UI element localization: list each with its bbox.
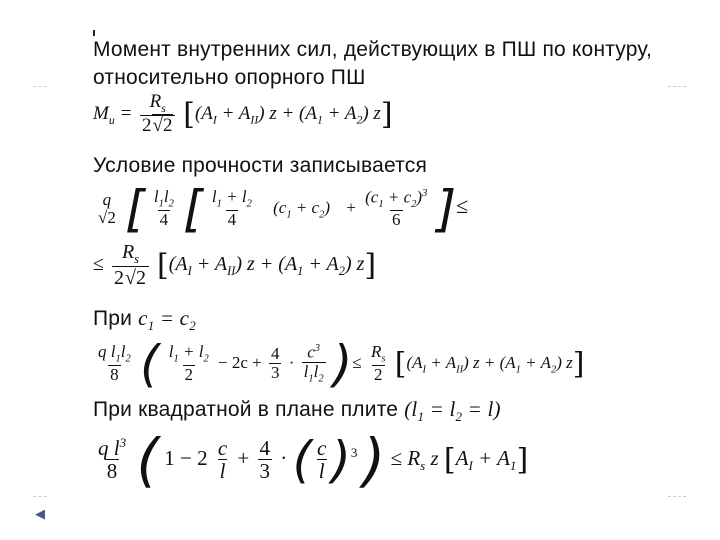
formula-equal-c: $\frac{q l_1l_2}{8}$ ( $\frac{l_1 + l_2}{2}$ − 2c + $\frac{4}{3}$ · $\frac{c^3}{l_1l_2}$ )≤ $\frac{R_s}{2}$ [$(A_I + A_{II}) z + (A_1 + A_2)$ z]	[98, 335, 585, 393]
top-left-divider	[33, 86, 47, 87]
chevron-left-icon[interactable]: ◀	[35, 507, 47, 522]
formula-moment: $M_u$ = $\frac{R_s}{2√2}$ [$(A_I + A_{II}) z + (A_1 + A_2)$ z]	[93, 91, 393, 137]
heading-line-2: относительно опорного ПШ	[93, 66, 366, 89]
top-right-divider	[668, 86, 686, 87]
square-text	[93, 397, 501, 425]
when-label: При	[93, 307, 133, 330]
formula-strength-right: ≤ $\frac{R_s}{2√2}$ [$(A_I + A_{II}) z + (A_1 + A_2)$ z]	[93, 241, 377, 290]
square-condition: $(l_1 = l_2 = l)$	[404, 397, 501, 425]
condition-text: Условие прочности записывается	[93, 154, 428, 177]
heading-line-1: Момент внутренних сил, действующих в ПШ по контуру,	[93, 38, 653, 61]
formula-square: $\frac{q l^3}{8}$ ( 1 − 2 $\frac{c}{l}$ + $\frac{4}{3}$ · ( $\frac{c}{l}$ )$^3$ ) ≤ $R_s$ z $[A_I + A_1]$	[98, 426, 529, 494]
when-condition: $c_1 = c_2$	[138, 306, 196, 334]
square-label: При квадратной в плане плите	[93, 398, 399, 421]
corner-tick	[93, 30, 95, 36]
bottom-right-divider	[668, 496, 686, 497]
formula-strength-left: q √2 [ $\frac{l_1l_2}{4}$ [ $\frac{l_1 + l_2}{4}$ $(c_1 + c_2)$ + $\frac{(c_1 + c_2)^3}{6}$ ]≤	[98, 180, 469, 238]
when-text	[93, 306, 196, 334]
bottom-left-divider	[33, 496, 47, 497]
